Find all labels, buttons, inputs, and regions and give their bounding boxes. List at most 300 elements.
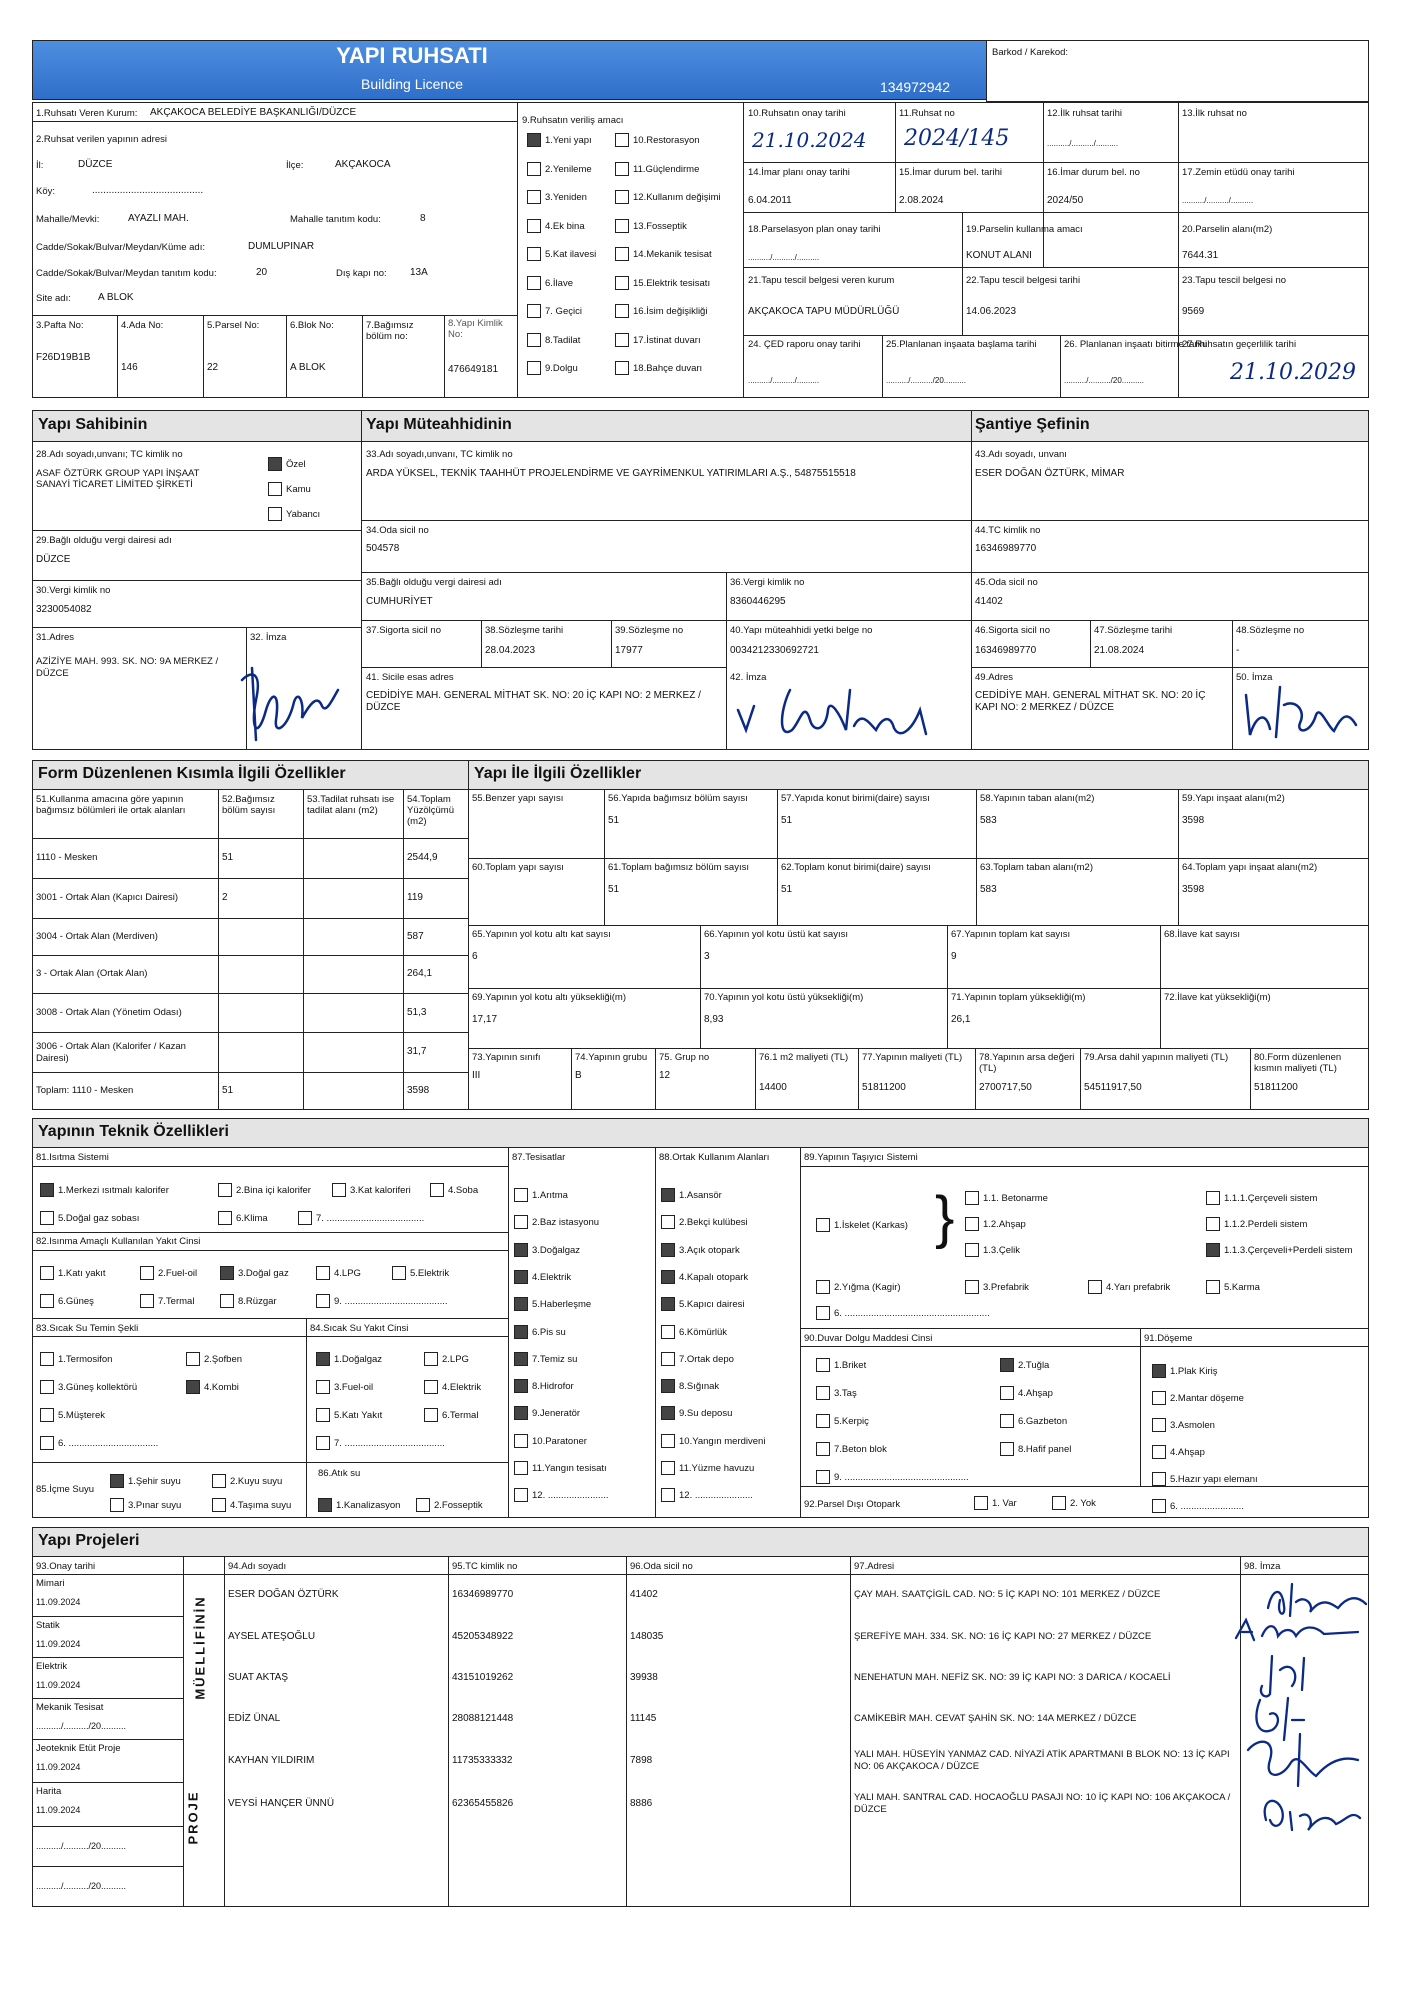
site-value: A BLOK bbox=[98, 292, 134, 303]
f76-label: 76.1 m2 maliyeti (TL) bbox=[759, 1052, 849, 1063]
purpose-14-checkbox[interactable] bbox=[615, 304, 629, 318]
f36-label: 36.Vergi kimlik no bbox=[730, 577, 805, 588]
cadde-kod-label: Cadde/Sokak/Bulvar/Meydan tanıtım kodu: bbox=[36, 268, 217, 279]
f67-value: 9 bbox=[951, 951, 957, 962]
f28-label: 28.Adı soyadı,unvanı; TC kimlik no bbox=[36, 449, 183, 460]
water-4-checkbox[interactable] bbox=[212, 1498, 226, 1512]
f80-value: 51811200 bbox=[1254, 1082, 1298, 1093]
carrier-2-checkbox[interactable] bbox=[816, 1280, 830, 1294]
f45-label: 45.Oda sicil no bbox=[975, 577, 1038, 588]
cadde-label: Cadde/Sokak/Bulvar/Meydan/Küme adı: bbox=[36, 242, 205, 253]
purpose-10-label: 14.Mekanik tesisat bbox=[633, 249, 712, 260]
f5-value: 22 bbox=[207, 362, 219, 373]
brace-icon: } bbox=[935, 1185, 955, 1250]
wall-4-label: 4.Ahşap bbox=[1018, 1388, 1053, 1399]
floor-2-checkbox[interactable] bbox=[1152, 1391, 1166, 1405]
install-10-label: 10.Paratoner bbox=[532, 1435, 587, 1447]
skeleton-checkbox[interactable] bbox=[816, 1218, 830, 1232]
fuel-6-checkbox[interactable] bbox=[40, 1294, 54, 1308]
fuel-6-label: 6.Güneş bbox=[58, 1296, 94, 1307]
proj-tc: 45205348922 bbox=[452, 1630, 514, 1642]
hotwater-3-checkbox[interactable] bbox=[40, 1380, 54, 1394]
common-3-checkbox[interactable] bbox=[661, 1243, 675, 1257]
proj-type: Mimari bbox=[36, 1578, 65, 1589]
wall-8-label: 8.Hafif panel bbox=[1018, 1444, 1072, 1455]
proj-tc: 62365455826 bbox=[452, 1798, 514, 1809]
parking-1-checkbox[interactable] bbox=[974, 1496, 988, 1510]
hotwater-5-label: 5.Müşterek bbox=[58, 1410, 105, 1421]
carrier-3-label: 3.Prefabrik bbox=[983, 1282, 1029, 1293]
form-section-title: Form Düzenlenen Kısımla İlgili Özellikler bbox=[38, 765, 346, 782]
subsub-3-checkbox[interactable] bbox=[1206, 1243, 1220, 1257]
f23-label: 23.Tapu tescil belgesi no bbox=[1182, 275, 1287, 286]
f69-value: 17,17 bbox=[472, 1014, 498, 1025]
heating-3-label: 3.Kat kaloriferi bbox=[350, 1185, 411, 1196]
install-8-checkbox[interactable] bbox=[514, 1379, 528, 1393]
purpose-18-checkbox[interactable] bbox=[615, 361, 629, 375]
proj-tc: 28088121448 bbox=[452, 1712, 514, 1724]
mahalle-kod-value: 8 bbox=[420, 213, 426, 224]
purpose-6-label: 12.Kullanım değişimi bbox=[633, 192, 721, 203]
proj-col-94: 94.Adı soyadı bbox=[228, 1561, 287, 1572]
wall-9-checkbox[interactable] bbox=[816, 1470, 830, 1484]
fuel-3-label: 3.Doğal gaz bbox=[238, 1268, 289, 1279]
f87-label: 87.Tesisatlar bbox=[512, 1152, 566, 1163]
common-1-checkbox[interactable] bbox=[661, 1188, 675, 1202]
hwfuel-6-label: 6.Termal bbox=[442, 1410, 479, 1421]
f46-value: 16346989770 bbox=[975, 645, 1037, 656]
wall-1-label: 1.Briket bbox=[834, 1360, 867, 1371]
install-11-checkbox[interactable] bbox=[514, 1461, 528, 1475]
f1-value: AKÇAKOCA BELEDİYE BAŞKANLIĞI/DÜZCE bbox=[150, 107, 357, 118]
f63-label: 63.Toplam taban alanı(m2) bbox=[980, 862, 1094, 873]
purpose-13-label: 7. Geçici bbox=[545, 306, 582, 317]
fuel-7-checkbox[interactable] bbox=[140, 1294, 154, 1308]
f79-label: 79.Arsa dahil yapının maliyeti (TL) bbox=[1084, 1052, 1229, 1063]
install-1-checkbox[interactable] bbox=[514, 1188, 528, 1202]
f72-label: 72.İlave kat yüksekliği(m) bbox=[1164, 992, 1271, 1003]
install-12-label: 12. ....................... bbox=[532, 1490, 609, 1502]
proj-col-95: 95.TC kimlik no bbox=[452, 1561, 518, 1572]
proj-tc: 16346989770 bbox=[452, 1589, 514, 1600]
water-2-checkbox[interactable] bbox=[212, 1474, 226, 1488]
koy-value: ........................................ bbox=[92, 185, 204, 196]
install-10-checkbox[interactable] bbox=[514, 1434, 528, 1448]
f28-value: ASAF ÖZTÜRK GROUP YAPI İNŞAAT SANAYİ TİCARET LİMİTED ŞİRKETİ bbox=[36, 468, 200, 490]
sub-3-checkbox[interactable] bbox=[965, 1243, 979, 1257]
f58-label: 58.Yapının taban alanı(m2) bbox=[980, 793, 1095, 804]
f11-label: 11.Ruhsat no bbox=[899, 108, 955, 119]
heating-3-checkbox[interactable] bbox=[332, 1183, 346, 1197]
floor-3-label: 3.Asmolen bbox=[1170, 1420, 1215, 1431]
wall-2-checkbox[interactable] bbox=[1000, 1358, 1014, 1372]
purpose-16-label: 17.İstinat duvarı bbox=[633, 334, 701, 346]
f40-label: 40.Yapı müteahhidi yetki belge no bbox=[730, 625, 873, 636]
heating-4-label: 4.Soba bbox=[448, 1185, 479, 1196]
f83-label: 83.Sıcak Su Temin Şekli bbox=[36, 1323, 139, 1334]
f18-value: ........../........../.......... bbox=[748, 253, 820, 262]
f2-label: 2.Ruhsat verilen yapının adresi bbox=[36, 134, 167, 145]
f75-label: 75. Grup no bbox=[659, 1052, 710, 1063]
fuel-5-checkbox[interactable] bbox=[392, 1266, 406, 1280]
common-10-checkbox[interactable] bbox=[661, 1434, 675, 1448]
purpose-2-label: 10.Restorasyon bbox=[633, 135, 700, 146]
hwfuel-6-checkbox[interactable] bbox=[424, 1408, 438, 1422]
install-5-checkbox[interactable] bbox=[514, 1297, 528, 1311]
purpose-9-label: 5.Kat ilavesi bbox=[545, 249, 597, 260]
f49-label: 49.Adres bbox=[975, 672, 1014, 683]
f47-value: 21.08.2024 bbox=[1094, 645, 1145, 656]
f92-label: 92.Parsel Dışı Otopark bbox=[804, 1499, 901, 1510]
f4-label: 4.Ada No: bbox=[121, 320, 164, 331]
f29-value: DÜZCE bbox=[36, 554, 71, 565]
proj-col-93: 93.Onay tarihi bbox=[36, 1561, 96, 1572]
common-7-label: 7.Ortak depo bbox=[679, 1353, 734, 1365]
wall-4-checkbox[interactable] bbox=[1000, 1386, 1014, 1400]
f8-value: 476649181 bbox=[448, 364, 499, 375]
wall-2-label: 2.Tuğla bbox=[1018, 1360, 1050, 1371]
wall-5-label: 5.Kerpiç bbox=[834, 1416, 869, 1427]
water-3-checkbox[interactable] bbox=[110, 1498, 124, 1512]
f40-value: 0034212330692721 bbox=[730, 645, 819, 656]
f48-label: 48.Sözleşme no bbox=[1236, 625, 1305, 636]
f66-value: 3 bbox=[704, 951, 710, 962]
f61-value: 51 bbox=[608, 884, 620, 895]
purpose-2-checkbox[interactable] bbox=[615, 133, 629, 147]
proj-oda: 8886 bbox=[630, 1798, 653, 1809]
hwfuel-3-label: 3.Fuel-oil bbox=[334, 1382, 374, 1393]
purpose-17-checkbox[interactable] bbox=[527, 361, 541, 375]
common-2-checkbox[interactable] bbox=[661, 1215, 675, 1229]
heating-7-checkbox[interactable] bbox=[298, 1211, 312, 1225]
f68-label: 68.İlave kat sayısı bbox=[1164, 929, 1241, 940]
subsub-1-checkbox[interactable] bbox=[1206, 1191, 1220, 1205]
purpose-15-checkbox[interactable] bbox=[527, 333, 541, 347]
f73-value: III bbox=[472, 1070, 481, 1081]
f81-label: 81.Isıtma Sistemi bbox=[36, 1152, 109, 1163]
f63-value: 583 bbox=[980, 884, 997, 895]
hotwater-6-checkbox[interactable] bbox=[40, 1436, 54, 1450]
f64-value: 3598 bbox=[1182, 884, 1205, 895]
carrier-6-checkbox[interactable] bbox=[816, 1306, 830, 1320]
common-12-checkbox[interactable] bbox=[661, 1488, 675, 1502]
common-5-checkbox[interactable] bbox=[661, 1297, 675, 1311]
f46-label: 46.Sigorta sicil no bbox=[975, 625, 1050, 636]
site-chief-signature bbox=[1236, 675, 1366, 747]
hotwater-5-checkbox[interactable] bbox=[40, 1408, 54, 1422]
proj-name: AYSEL ATEŞOĞLU bbox=[228, 1630, 316, 1642]
common-9-checkbox[interactable] bbox=[661, 1406, 675, 1420]
install-6-checkbox[interactable] bbox=[514, 1325, 528, 1339]
common-6-checkbox[interactable] bbox=[661, 1325, 675, 1339]
f65-value: 6 bbox=[472, 951, 478, 962]
form-row-area: 2544,9 bbox=[407, 852, 438, 863]
form-row-area: 31,7 bbox=[407, 1046, 427, 1057]
proj-col-98: 98. İmza bbox=[1244, 1561, 1281, 1572]
waste-1-checkbox[interactable] bbox=[318, 1498, 332, 1512]
proj-type: Jeoteknik Etüt Proje bbox=[36, 1743, 121, 1754]
carrier-3-checkbox[interactable] bbox=[965, 1280, 979, 1294]
document-title: YAPI RUHSATI bbox=[336, 43, 488, 68]
f91-label: 91.Döşeme bbox=[1144, 1333, 1193, 1344]
install-8-label: 8.Hidrofor bbox=[532, 1381, 574, 1393]
parking-1-label: 1. Var bbox=[992, 1498, 1017, 1509]
fuel-9-checkbox[interactable] bbox=[316, 1294, 330, 1308]
heating-1-checkbox[interactable] bbox=[40, 1183, 54, 1197]
proj-date: ........../........../20.......... bbox=[36, 1881, 127, 1891]
fuel-4-checkbox[interactable] bbox=[316, 1266, 330, 1280]
f41-label: 41. Sicile esas adres bbox=[366, 672, 454, 683]
f56-label: 56.Yapıda bağımsız bölüm sayısı bbox=[608, 793, 748, 804]
common-12-label: 12. ...................... bbox=[679, 1490, 753, 1502]
licence-number: 134972942 bbox=[880, 79, 951, 95]
f34-value: 504578 bbox=[366, 543, 400, 554]
proj-address: YALI MAH. SANTRAL CAD. HOCAOĞLU PASAJI NO: 10 İÇ KAPI NO: 106 AKÇAKOCA / DÜZCE bbox=[854, 1792, 1231, 1815]
hwfuel-7-checkbox[interactable] bbox=[316, 1436, 330, 1450]
f31-value: AZİZİYE MAH. 993. SK. NO: 9A MERKEZ / DÜZCE bbox=[36, 656, 219, 679]
subsub-2-checkbox[interactable] bbox=[1206, 1217, 1220, 1231]
heating-5-checkbox[interactable] bbox=[40, 1211, 54, 1225]
proj-col-97: 97.Adresi bbox=[854, 1561, 895, 1572]
water-3-label: 3.Pınar suyu bbox=[128, 1500, 182, 1511]
f64-label: 64.Toplam yapı inşaat alanı(m2) bbox=[1182, 862, 1318, 873]
fuel-1-checkbox[interactable] bbox=[40, 1266, 54, 1280]
owner-type-yabanc-checkbox[interactable] bbox=[268, 507, 282, 521]
f55-label: 55.Benzer yapı sayısı bbox=[472, 793, 564, 804]
f16-label: 16.İmar durum bel. no bbox=[1047, 167, 1140, 178]
hwfuel-1-checkbox[interactable] bbox=[316, 1352, 330, 1366]
heating-2-checkbox[interactable] bbox=[218, 1183, 232, 1197]
purpose-16-checkbox[interactable] bbox=[615, 333, 629, 347]
purpose-14-label: 16.İsim değişikliği bbox=[633, 306, 708, 317]
parking-2-checkbox[interactable] bbox=[1052, 1496, 1066, 1510]
floor-5-checkbox[interactable] bbox=[1152, 1472, 1166, 1486]
hotwater-6-label: 6. .................................. bbox=[58, 1438, 159, 1449]
purpose-8-checkbox[interactable] bbox=[615, 219, 629, 233]
install-2-checkbox[interactable] bbox=[514, 1215, 528, 1229]
install-12-checkbox[interactable] bbox=[514, 1488, 528, 1502]
common-1-label: 1.Asansör bbox=[679, 1190, 722, 1201]
hwfuel-3-checkbox[interactable] bbox=[316, 1380, 330, 1394]
wall-8-checkbox[interactable] bbox=[1000, 1442, 1014, 1456]
purpose-1-checkbox[interactable] bbox=[527, 133, 541, 147]
form-row-name: 3004 - Ortak Alan (Merdiven) bbox=[36, 930, 158, 942]
col-53-header: 53.Tadilat ruhsatı ise tadilat alanı (m2) bbox=[307, 794, 395, 816]
f78-label: 78.Yapının arsa değeri (TL) bbox=[979, 1052, 1075, 1074]
hwfuel-4-checkbox[interactable] bbox=[424, 1380, 438, 1394]
technical-title: Yapının Teknik Özellikleri bbox=[38, 1123, 229, 1140]
waste-1-label: 1.Kanalizasyon bbox=[336, 1500, 401, 1511]
proj-date: 11.09.2024 bbox=[36, 1805, 81, 1815]
skeleton-label: 1.İskelet (Karkas) bbox=[834, 1220, 908, 1231]
purpose-5-checkbox[interactable] bbox=[527, 190, 541, 204]
floor-4-checkbox[interactable] bbox=[1152, 1445, 1166, 1459]
proj-address: YALI MAH. HÜSEYİN YANMAZ CAD. NİYAZİ ATİK APARTMANI B BLOK NO: 13 İÇ KAPI NO: 06 AKÇAKOCA / DÜZCE bbox=[854, 1748, 1230, 1772]
floor-3-checkbox[interactable] bbox=[1152, 1418, 1166, 1432]
form-row-name: 3 - Ortak Alan (Ortak Alan) bbox=[36, 968, 148, 979]
f75-value: 12 bbox=[659, 1070, 671, 1081]
hwfuel-5-checkbox[interactable] bbox=[316, 1408, 330, 1422]
f20-value: 7644.31 bbox=[1182, 250, 1219, 261]
purpose-12-checkbox[interactable] bbox=[615, 276, 629, 290]
muellif-side-label: MÜELLİFİNİN bbox=[192, 1595, 208, 1700]
purpose-4-checkbox[interactable] bbox=[615, 162, 629, 176]
sub-2-checkbox[interactable] bbox=[965, 1217, 979, 1231]
waste-2-checkbox[interactable] bbox=[416, 1498, 430, 1512]
hwfuel-2-checkbox[interactable] bbox=[424, 1352, 438, 1366]
owner-type-kamu-checkbox[interactable] bbox=[268, 482, 282, 496]
floor-6-checkbox[interactable] bbox=[1152, 1499, 1166, 1513]
f34-label: 34.Oda sicil no bbox=[366, 525, 429, 536]
f44-label: 44.TC kimlik no bbox=[975, 525, 1041, 536]
floor-1-checkbox[interactable] bbox=[1152, 1364, 1166, 1378]
common-4-checkbox[interactable] bbox=[661, 1270, 675, 1284]
f42-label: 42. İmza bbox=[730, 672, 767, 683]
f62-value: 51 bbox=[781, 884, 793, 895]
common-8-checkbox[interactable] bbox=[661, 1379, 675, 1393]
f14-value: 6.04.2011 bbox=[748, 195, 792, 206]
fuel-1-label: 1.Katı yakıt bbox=[58, 1268, 106, 1279]
f3-value: F26D19B1B bbox=[36, 352, 91, 363]
f38-value: 28.04.2023 bbox=[485, 645, 536, 656]
f27-label: 27.Ruhsatın geçerlilik tarihi bbox=[1182, 339, 1297, 350]
proj-type: Statik bbox=[36, 1620, 60, 1631]
heating-6-checkbox[interactable] bbox=[218, 1211, 232, 1225]
cadde-kod-value: 20 bbox=[256, 267, 268, 278]
common-11-label: 11.Yüzme havuzu bbox=[679, 1463, 755, 1474]
f17-value: ........../........../.......... bbox=[1182, 196, 1254, 205]
fuel-3-checkbox[interactable] bbox=[220, 1266, 234, 1280]
f6-label: 6.Blok No: bbox=[290, 320, 334, 331]
sub-1-label: 1.1. Betonarme bbox=[983, 1193, 1048, 1204]
mahalle-label: Mahalle/Mevki: bbox=[36, 214, 100, 225]
owner-type-zel-label: Özel bbox=[286, 459, 306, 470]
floor-5-label: 5.Hazır yapı elemanı bbox=[1170, 1474, 1258, 1485]
fuel-2-checkbox[interactable] bbox=[140, 1266, 154, 1280]
wall-1-checkbox[interactable] bbox=[816, 1358, 830, 1372]
f30-value: 3230054082 bbox=[36, 604, 92, 615]
f25-label: 25.Planlanan inşaata başlama tarihi bbox=[886, 339, 1037, 350]
install-3-checkbox[interactable] bbox=[514, 1243, 528, 1257]
f33-value: ARDA YÜKSEL, TEKNİK TAAHHÜT PROJELENDİRME VE GAYRİMENKUL YATIRIMLARI A.Ş., 54875515518 bbox=[366, 468, 856, 479]
f41-value: CEDİDİYE MAH. GENERAL MİTHAT SK. NO: 20 İÇ KAPI NO: 2 MERKEZ / DÜZCE bbox=[366, 690, 701, 713]
common-3-label: 3.Açık otopark bbox=[679, 1244, 740, 1256]
wall-5-checkbox[interactable] bbox=[816, 1414, 830, 1428]
form-row-count: 2 bbox=[222, 892, 228, 903]
project-signature-6 bbox=[1256, 1790, 1386, 1850]
floor-2-label: 2.Mantar döşeme bbox=[1170, 1393, 1244, 1404]
f71-label: 71.Yapının toplam yüksekliği(m) bbox=[951, 992, 1086, 1003]
f12-label: 12.İlk ruhsat tarihi bbox=[1047, 108, 1122, 119]
hotwater-2-checkbox[interactable] bbox=[186, 1352, 200, 1366]
f21-value: AKÇAKOCA TAPU MÜDÜRLÜĞÜ bbox=[748, 306, 900, 317]
f76-value: 14400 bbox=[759, 1082, 787, 1093]
purpose-10-checkbox[interactable] bbox=[615, 247, 629, 261]
wall-6-checkbox[interactable] bbox=[1000, 1414, 1014, 1428]
purpose-9-checkbox[interactable] bbox=[527, 247, 541, 261]
owner-type-yabanc-label: Yabancı bbox=[286, 509, 321, 520]
common-11-checkbox[interactable] bbox=[661, 1461, 675, 1475]
f1-label: 1.Ruhsatı Veren Kurum: bbox=[36, 108, 138, 119]
heating-2-label: 2.Bina içi kalorifer bbox=[236, 1185, 311, 1196]
f78-value: 2700717,50 bbox=[979, 1082, 1032, 1093]
install-7-checkbox[interactable] bbox=[514, 1352, 528, 1366]
owner-type-zel-checkbox[interactable] bbox=[268, 457, 282, 471]
water-2-label: 2.Kuyu suyu bbox=[230, 1476, 283, 1487]
fuel-8-checkbox[interactable] bbox=[220, 1294, 234, 1308]
f90-label: 90.Duvar Dolgu Maddesi Cinsi bbox=[804, 1333, 933, 1344]
parties-header-bg bbox=[33, 411, 1368, 441]
hotwater-4-label: 4.Kombi bbox=[204, 1382, 239, 1393]
form-row-name: 3008 - Ortak Alan (Yönetim Odası) bbox=[36, 1006, 182, 1018]
hotwater-4-checkbox[interactable] bbox=[186, 1380, 200, 1394]
purpose-6-checkbox[interactable] bbox=[615, 190, 629, 204]
document-subtitle: Building Licence bbox=[361, 76, 463, 92]
proj-date: 11.09.2024 bbox=[36, 1597, 81, 1607]
proj-name: EDİZ ÜNAL bbox=[228, 1712, 281, 1724]
f27-value: 21.10.2029 bbox=[1230, 360, 1356, 385]
f86-label: 86.Atık su bbox=[318, 1468, 361, 1479]
sub-1-checkbox[interactable] bbox=[965, 1191, 979, 1205]
install-11-label: 11.Yangın tesisatı bbox=[532, 1463, 607, 1474]
common-7-checkbox[interactable] bbox=[661, 1352, 675, 1366]
f45-value: 41402 bbox=[975, 596, 1003, 607]
f4-value: 146 bbox=[121, 362, 138, 373]
dis-kapi-value: 13A bbox=[410, 267, 428, 278]
f85-label: 85.İçme Suyu bbox=[36, 1484, 95, 1495]
wall-7-checkbox[interactable] bbox=[816, 1442, 830, 1456]
f8-label: 8.Yapı Kimlik No: bbox=[448, 318, 503, 340]
purpose-13-checkbox[interactable] bbox=[527, 304, 541, 318]
owner-type-kamu-label: Kamu bbox=[286, 484, 311, 495]
owner-signature bbox=[222, 640, 362, 750]
f62-label: 62.Toplam konut birimi(daire) sayısı bbox=[781, 862, 931, 873]
wall-3-checkbox[interactable] bbox=[816, 1386, 830, 1400]
projects-header-bg bbox=[33, 1528, 1368, 1556]
carrier-5-checkbox[interactable] bbox=[1206, 1280, 1220, 1294]
purpose-11-checkbox[interactable] bbox=[527, 276, 541, 290]
install-9-checkbox[interactable] bbox=[514, 1406, 528, 1420]
install-4-label: 4.Elektrik bbox=[532, 1271, 572, 1283]
hotwater-1-checkbox[interactable] bbox=[40, 1352, 54, 1366]
f79-value: 54511917,50 bbox=[1084, 1082, 1142, 1093]
f24-value: ........../........../.......... bbox=[748, 376, 820, 385]
purpose-3-label: 2.Yenileme bbox=[545, 163, 592, 175]
water-1-checkbox[interactable] bbox=[110, 1474, 124, 1488]
f73-label: 73.Yapının sınıfı bbox=[472, 1052, 541, 1063]
subsub-1-label: 1.1.1.Çerçeveli sistem bbox=[1224, 1193, 1318, 1204]
il-value: DÜZCE bbox=[78, 159, 113, 170]
heating-4-checkbox[interactable] bbox=[430, 1183, 444, 1197]
purpose-5-label: 3.Yeniden bbox=[545, 192, 587, 203]
water-4-label: 4.Taşıma suyu bbox=[230, 1500, 292, 1511]
building-section-title: Yapı İle İlgili Özellikler bbox=[474, 765, 642, 782]
install-1-label: 1.Arıtma bbox=[532, 1190, 568, 1201]
proj-type: Harita bbox=[36, 1786, 62, 1797]
purpose-3-checkbox[interactable] bbox=[527, 162, 541, 176]
owner-title: Yapı Sahibinin bbox=[38, 416, 148, 433]
f26-value: ........../........../20.......... bbox=[1064, 376, 1145, 385]
col-51-header: 51.Kullanma amacına göre yapının bağımsız bölümleri ile ortak alanları bbox=[36, 794, 186, 816]
carrier-4-checkbox[interactable] bbox=[1088, 1280, 1102, 1294]
f10-label: 10.Ruhsatın onay tarihi bbox=[748, 108, 846, 119]
install-4-checkbox[interactable] bbox=[514, 1270, 528, 1284]
heating-6-label: 6.Klima bbox=[236, 1213, 268, 1224]
mahalle-value: AYAZLI MAH. bbox=[128, 213, 189, 224]
proj-address: CAMİKEBİR MAH. CEVAT ŞAHİN SK. NO: 14A MERKEZ / DÜZCE bbox=[854, 1712, 1137, 1724]
purpose-7-checkbox[interactable] bbox=[527, 219, 541, 233]
floor-1-label: 1.Plak Kiriş bbox=[1170, 1366, 1218, 1377]
